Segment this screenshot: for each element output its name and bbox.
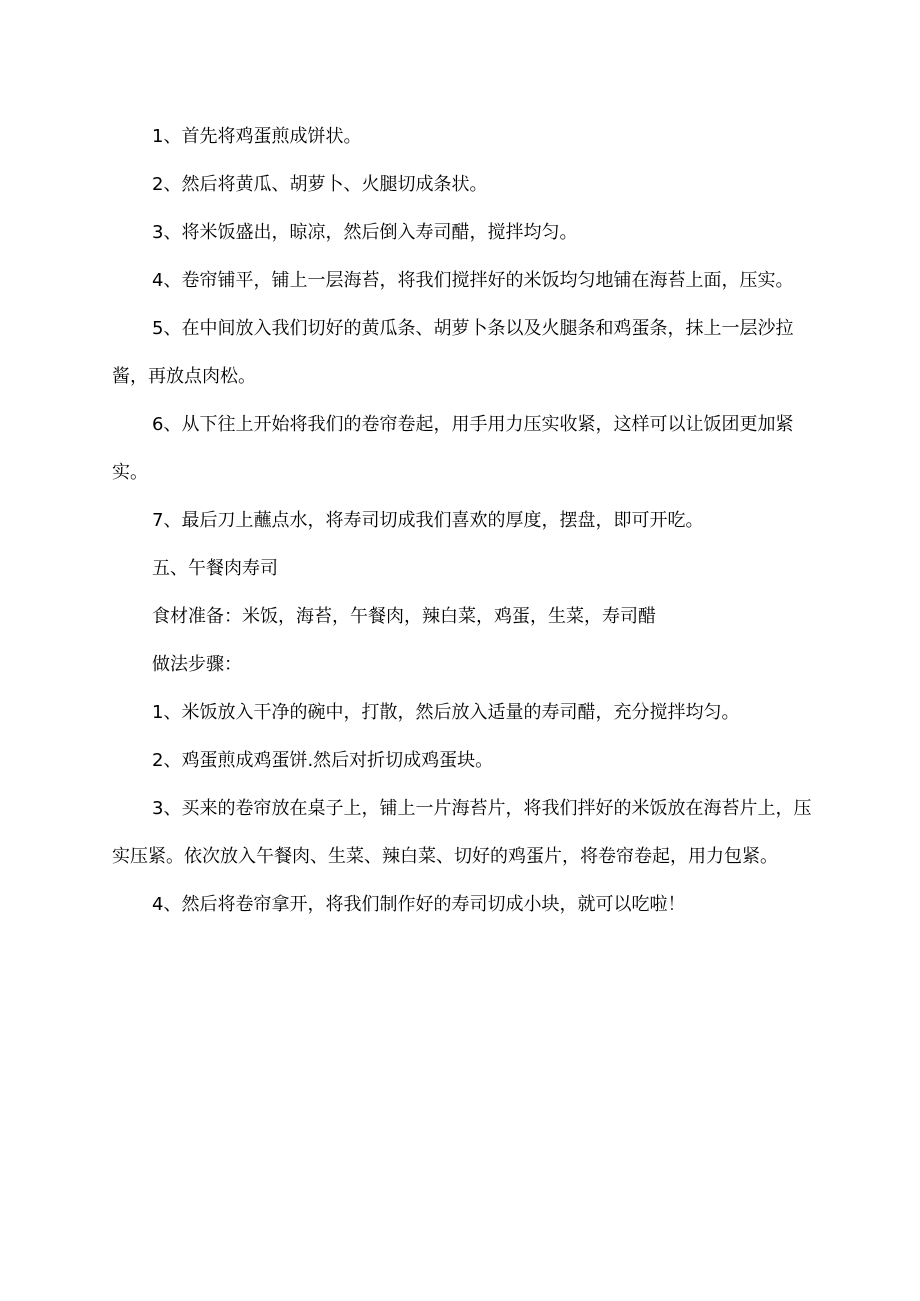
paragraph-step-1: 1、首先将鸡蛋煎成饼状。 <box>152 126 362 147</box>
section-heading: 五、午餐肉寿司 <box>152 558 278 579</box>
paragraph-step-5: 5、在中间放入我们切好的黄瓜条、胡萝卜条以及火腿条和鸡蛋条，抹上一层沙拉酱，再放点肉松。 <box>112 318 794 387</box>
paragraph-step-7: 7、最后刀上蘸点水，将寿司切成我们喜欢的厚度，摆盘，即可开吃。 <box>152 510 704 531</box>
paragraph-method-step-2: 2、鸡蛋煎成鸡蛋饼.然后对折切成鸡蛋块。 <box>152 750 494 771</box>
paragraph-step-3: 3、将米饭盛出，晾凉，然后倒入寿司醋，搅拌均匀。 <box>152 222 578 243</box>
ingredients-line: 食材准备：米饭，海苔，午餐肉，辣白菜，鸡蛋，生菜，寿司醋 <box>152 606 656 627</box>
paragraph-method-step-4: 4、然后将卷帘拿开，将我们制作好的寿司切成小块，就可以吃啦！ <box>152 894 686 915</box>
method-heading: 做法步骤： <box>152 654 242 675</box>
paragraph-step-4: 4、卷帘铺平，铺上一层海苔，将我们搅拌好的米饭均匀地铺在海苔上面，压实。 <box>152 270 794 291</box>
paragraph-method-step-3: 3、买来的卷帘放在桌子上，铺上一片海苔片，将我们拌好的米饭放在海苔片上，压实压紧。依次放入午餐肉、生菜、辣白菜、切好的鸡蛋片，将卷帘卷起，用力包紧。 <box>112 798 812 867</box>
paragraph-step-2: 2、然后将黄瓜、胡萝卜、火腿切成条状。 <box>152 174 488 195</box>
paragraph-method-step-1: 1、米饭放入干净的碗中，打散，然后放入适量的寿司醋，充分搅拌均匀。 <box>152 702 740 723</box>
paragraph-step-6: 6、从下往上开始将我们的卷帘卷起，用手用力压实收紧，这样可以让饭团更加紧实。 <box>112 414 794 483</box>
document-body <box>112 113 812 929</box>
